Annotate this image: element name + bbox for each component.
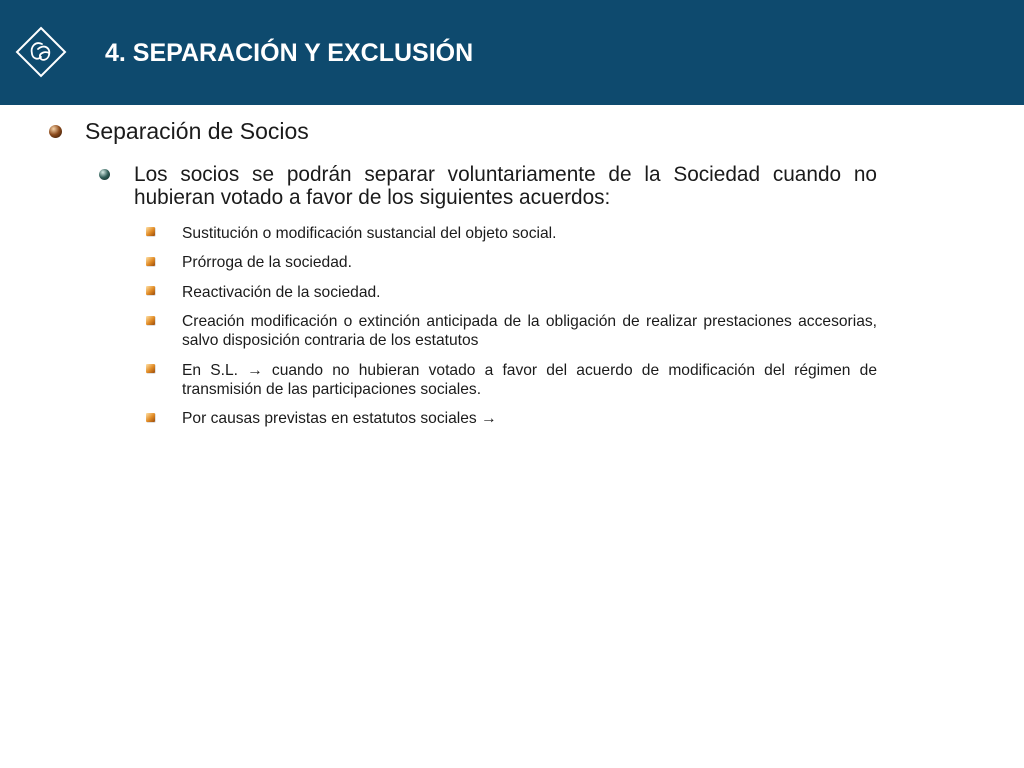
square-bullet-icon — [146, 286, 155, 295]
slide-body — [0, 118, 1024, 439]
list-item — [182, 312, 877, 350]
list-item — [182, 409, 877, 428]
list-item — [182, 253, 877, 272]
sphere-bullet-icon — [49, 125, 62, 138]
header-bar — [0, 0, 1024, 105]
square-bullet-icon — [146, 364, 155, 373]
list-item-text: Por causas previstas en estatutos sociales → — [182, 410, 497, 427]
list-item-text: Creación modificación o extinción anticipada de la obligación de realizar prestaciones accesorias, salvo disposición contraria de los estatutos — [182, 313, 877, 349]
sub-point — [134, 163, 877, 209]
sphere-bullet-icon — [99, 169, 110, 180]
list-item-text: En S.L. → cuando no hubieran votado a favor del acuerdo de modificación del régimen de transmisión de las participaciones sociales. — [182, 361, 877, 398]
list-item — [182, 224, 877, 243]
list-item — [182, 283, 877, 302]
square-bullet-icon — [146, 413, 155, 422]
square-bullet-icon — [146, 227, 155, 236]
list-item — [182, 361, 877, 399]
section-heading-text: Separación de Socios — [85, 118, 309, 144]
monogram-logo-icon — [15, 26, 67, 78]
section-heading — [85, 118, 1024, 144]
list-item-text: Prórroga de la sociedad. — [182, 254, 352, 271]
list-item-text: Reactivación de la sociedad. — [182, 283, 381, 301]
slide-title: 4. SEPARACIÓN Y EXCLUSIÓN — [105, 39, 474, 67]
sub-point-text: Los socios se podrán separar voluntariamente de la Sociedad cuando no hubieran votado a favor de los siguientes acuerdos: — [134, 162, 877, 209]
square-bullet-icon — [146, 316, 155, 325]
list-item-text: Sustitución o modificación sustancial del objeto social. — [182, 224, 557, 242]
agreements-list — [182, 224, 877, 429]
square-bullet-icon — [146, 257, 155, 266]
